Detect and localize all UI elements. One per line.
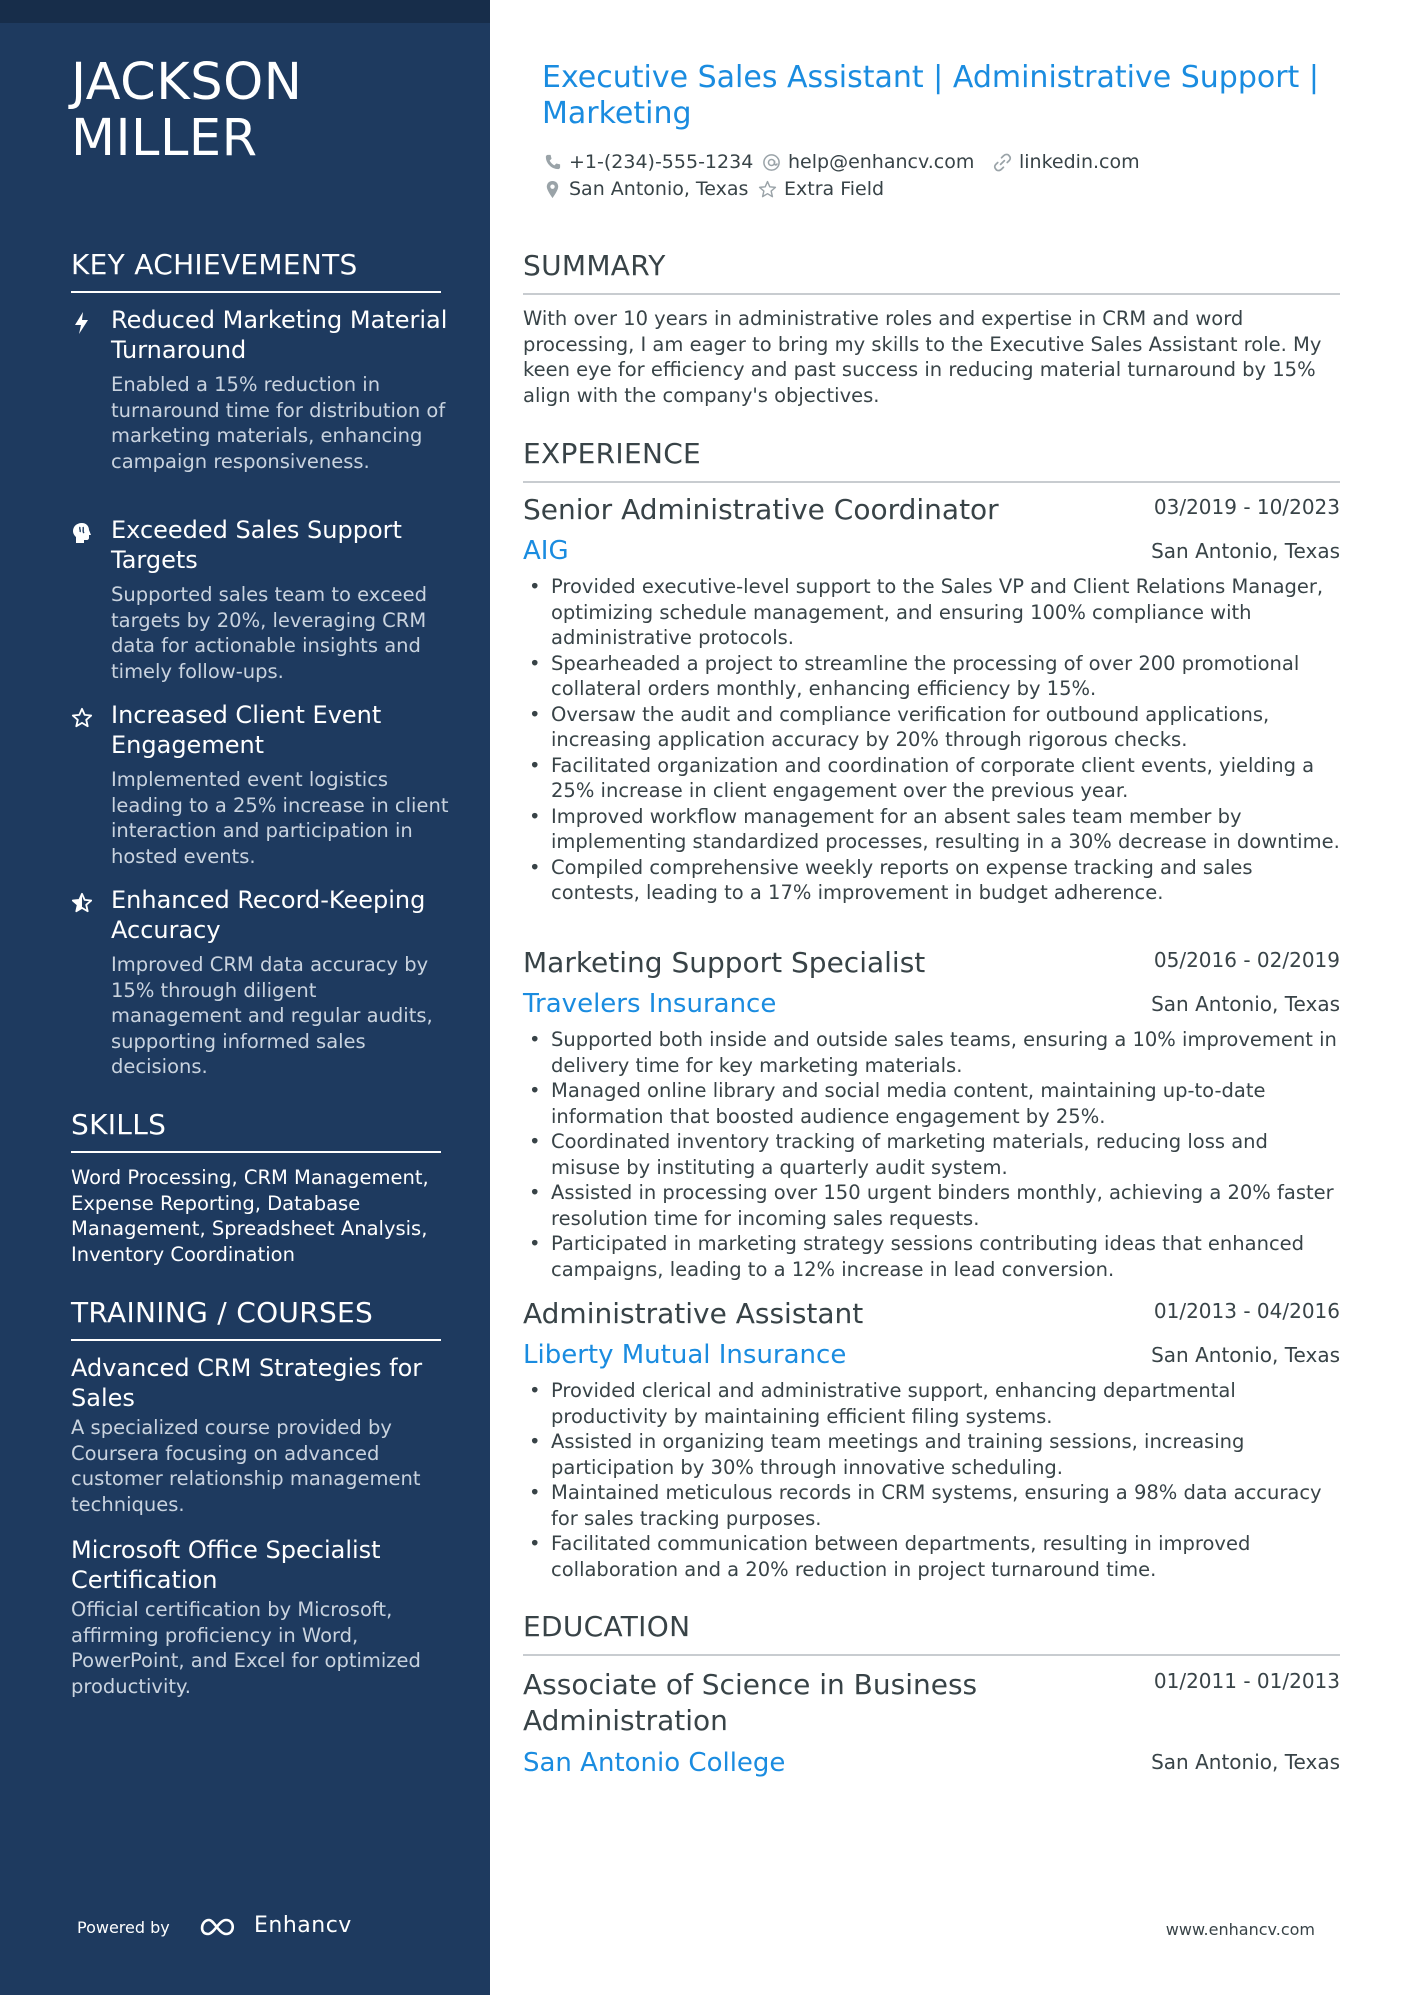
extra-field-text: Extra Field [784, 178, 885, 200]
job-title: Administrative Assistant [523, 1297, 864, 1330]
email-text[interactable]: help@enhancv.com [788, 151, 975, 173]
list-item: • Improved workflow management for an absent sales team member by implementing standardized processes, resulting in a 30% decrease in downtime. [523, 804, 1343, 855]
job-company: Liberty Mutual Insurance [523, 1340, 847, 1370]
enhancv-logo-icon [195, 1912, 245, 1942]
location-pin-icon [543, 180, 562, 199]
list-item: • Provided clerical and administrative support, enhancing departmental productivity by maintaining efficient filing systems. [523, 1378, 1343, 1429]
education-dates: 01/2011 - 01/2013 [1153, 1669, 1340, 1693]
course-item [71, 1353, 451, 1517]
summary-heading: SUMMARY [523, 249, 1340, 295]
achievements-heading: KEY ACHIEVEMENTS [71, 248, 441, 293]
sidebar-top-bar [0, 0, 490, 23]
skills-divider [71, 1151, 441, 1153]
achievement-title: Enhanced Record-Keeping Accuracy [111, 886, 426, 944]
list-item: • Supported both inside and outside sales teams, ensuring a 10% improvement in delivery time for key marketing materials. [523, 1027, 1343, 1078]
job-company: Travelers Insurance [523, 989, 777, 1019]
list-item: • Oversaw the audit and compliance verification for outbound applications, increasing application accuracy by 20% through rigorous checks. [523, 702, 1343, 753]
brain-icon [71, 521, 93, 545]
degree-title: Associate of Science in Business Administration [523, 1668, 978, 1737]
link-icon [993, 153, 1012, 172]
job-title: Marketing Support Specialist [523, 946, 926, 979]
achievement-title: Exceeded Sales Support Targets [111, 516, 402, 574]
list-item: • Assisted in organizing team meetings and training sessions, increasing participation by 30% through innovative scheduling. [523, 1429, 1343, 1480]
list-item: • Facilitated organization and coordination of corporate client events, yielding a 25% increase in client engagement over the previous year. [523, 753, 1343, 804]
job-dates: 03/2019 - 10/2023 [1153, 495, 1340, 519]
job-company: AIG [523, 536, 569, 566]
list-item: • Compiled comprehensive weekly reports on expense tracking and sales contests, leading to a 17% improvement in budget adherence. [523, 855, 1343, 906]
education-location: San Antonio, Texas [1151, 1750, 1340, 1774]
skills-list: Word Processing, CRM Management, Expense Reporting, Database Management, Spreadsheet Analysis, Inventory Coordination [71, 1166, 429, 1266]
job-dates: 01/2013 - 04/2016 [1153, 1299, 1340, 1323]
contact-location [543, 177, 748, 201]
job-dates: 05/2016 - 02/2019 [1153, 948, 1340, 972]
half-star-icon [71, 891, 93, 915]
list-item: • Facilitated communication between departments, resulting in improved collaboration and a 20% reduction in project turnaround time. [523, 1531, 1343, 1582]
education-heading: EDUCATION [523, 1610, 1340, 1656]
footer-url[interactable]: www.enhancv.com [1165, 1920, 1315, 1939]
headline: Executive Sales Assistant | Administrative Support | Marketing [542, 60, 1319, 131]
location-text: San Antonio, Texas [569, 178, 749, 200]
course-title: Microsoft Office Specialist Certification [71, 1536, 381, 1594]
phone-icon [543, 153, 562, 172]
experience-heading: EXPERIENCE [523, 437, 1340, 483]
list-item: • Coordinated inventory tracking of marketing materials, reducing loss and misuse by instituting a quarterly audit system. [523, 1129, 1343, 1180]
summary-text: With over 10 years in administrative roles and expertise in CRM and word processing, I am eager to bring my skills to the Executive Sales Assistant role. My keen eye for efficiency and past success in reducing material turnaround by 15% align with the company's objectives. [523, 307, 1322, 407]
star-icon [71, 706, 93, 730]
linkedin-text[interactable]: linkedin.com [1019, 151, 1140, 173]
contact-extra [758, 177, 884, 201]
achievement-title: Increased Client Event Engagement [111, 701, 382, 759]
achievement-desc: Supported sales team to exceed targets by 20%, leveraging CRM data for actionable insights and timely follow-ups. [111, 583, 428, 683]
achievement-desc: Enabled a 15% reduction in turnaround time for distribution of marketing materials, enhancing campaign responsiveness. [111, 373, 446, 473]
course-item [71, 1535, 451, 1699]
job-title: Senior Administrative Coordinator [523, 493, 999, 526]
name-first: JACKSON [71, 53, 303, 112]
powered-by-label: Powered by [77, 1918, 170, 1937]
achievement-desc: Improved CRM data accuracy by 15% through diligent management and regular audits, supporting informed sales decisions. [111, 953, 433, 1078]
lightning-icon [71, 311, 93, 335]
training-heading: TRAINING / COURSES [71, 1296, 441, 1341]
list-item: • Managed online library and social media content, maintaining up-to-date information that boosted audience engagement by 25%. [523, 1078, 1343, 1129]
course-desc: Official certification by Microsoft, affirming proficiency in Word, PowerPoint, and Excel for optimized productivity. [71, 1598, 421, 1698]
contact-email[interactable] [762, 150, 974, 174]
list-item: • Assisted in processing over 150 urgent binders monthly, achieving a 20% faster resolution time for incoming sales requests. [523, 1180, 1343, 1231]
course-desc: A specialized course provided by Coursera focusing on advanced customer relationship management techniques. [71, 1416, 421, 1516]
achievement-desc: Implemented event logistics leading to a 25% increase in client interaction and participation in hosted events. [111, 768, 449, 868]
list-item: • Provided executive-level support to the Sales VP and Client Relations Manager, optimizing schedule management, and ensuring 100% compliance with administrative protocols. [523, 574, 1343, 651]
job-location: San Antonio, Texas [1151, 539, 1340, 563]
sidebar [0, 0, 490, 1995]
job-location: San Antonio, Texas [1151, 992, 1340, 1016]
phone-text: +1-(234)-555-1234 [569, 151, 754, 173]
school-name: San Antonio College [523, 1748, 786, 1778]
star-outline-icon [758, 180, 777, 199]
job-bullets [523, 1378, 1343, 1582]
name-last: MILLER [71, 109, 258, 168]
person-name [71, 55, 451, 167]
list-item: • Maintained meticulous records in CRM systems, ensuring a 98% data accuracy for sales tracking purposes. [523, 1480, 1343, 1531]
course-title: Advanced CRM Strategies for Sales [71, 1354, 423, 1412]
achievement-title: Reduced Marketing Material Turnaround [111, 306, 448, 364]
job-location: San Antonio, Texas [1151, 1343, 1340, 1367]
enhancv-brand-name: Enhancv [254, 1913, 352, 1938]
job-bullets [523, 1027, 1343, 1282]
at-icon [762, 153, 781, 172]
contact-linkedin[interactable] [993, 150, 1140, 174]
job-bullets [523, 574, 1343, 906]
contact-phone [543, 150, 753, 174]
skills-heading: SKILLS [71, 1108, 167, 1141]
list-item: • Spearheaded a project to streamline the processing of over 200 promotional collateral orders monthly, enhancing efficiency by 15%. [523, 651, 1343, 702]
list-item: • Participated in marketing strategy sessions contributing ideas that enhanced campaigns, leading to a 12% increase in lead conversion. [523, 1231, 1343, 1282]
